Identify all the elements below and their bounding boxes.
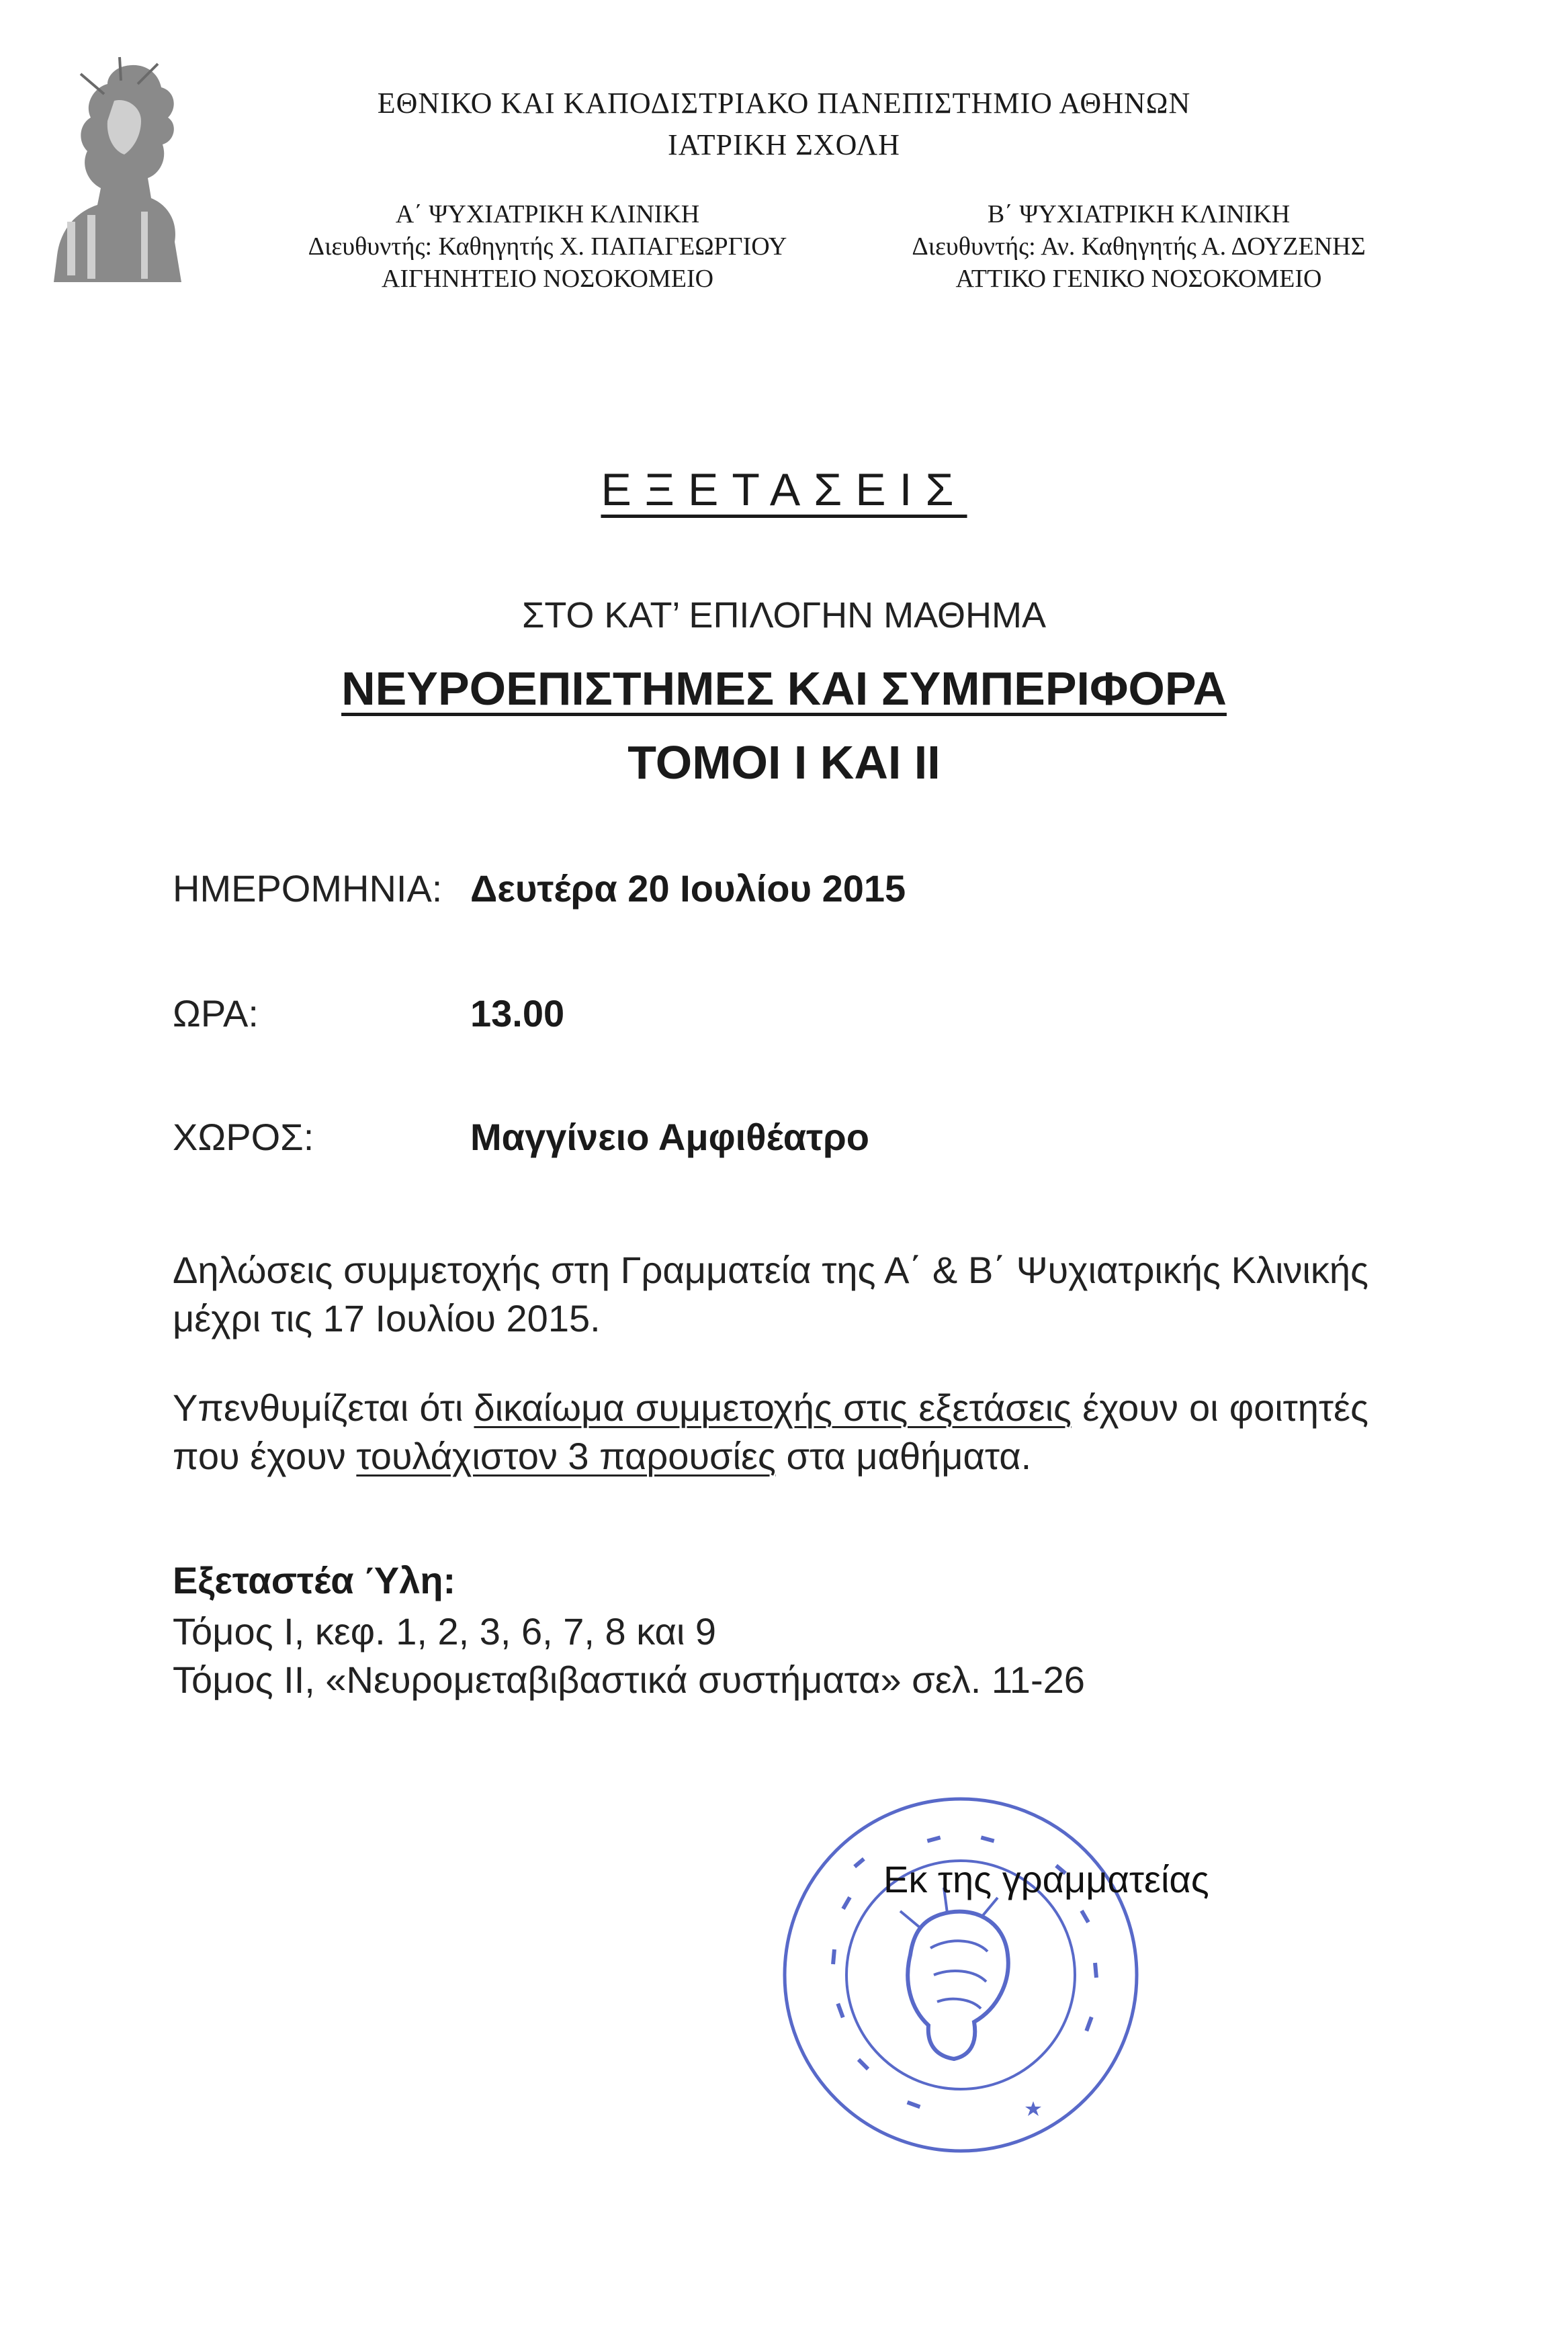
clinic-a-director: Διευθυντής: Καθηγητής Χ. ΠΑΠΑΓΕΩΡΓΙΟΥ xyxy=(308,232,787,261)
document-title-text: ΕΞΕΤΑΣΕΙΣ xyxy=(601,464,967,515)
signature-line: Εκ της γραμματείας xyxy=(883,1858,1209,1900)
document-title xyxy=(0,464,1568,516)
clinic-b-hospital: ΑΤΤΙΚΟ ΓΕΝΙΚΟ ΝΟΣΟΚΟΜΕΙΟ xyxy=(955,265,1322,293)
school-name: ΙΑΤΡΙΚΗ ΣΧΟΛΗ xyxy=(668,128,900,161)
reminder-text-3: στα μαθήματα. xyxy=(775,1435,1032,1477)
syllabus-heading: Εξεταστέα Ύλη: xyxy=(173,1559,456,1601)
syllabus-item-1: Τόμος Ι, κεφ. 1, 2, 3, 6, 7, 8 και 9 xyxy=(173,1610,717,1653)
university-name: ΕΘΝΙΚΟ ΚΑΙ ΚΑΠΟΔΙΣΤΡΙΑΚΟ ΠΑΝΕΠΙΣΤΗΜΙΟ ΑΘΗΝΩΝ xyxy=(377,87,1191,120)
place-label: ΧΩΡΟΣ: xyxy=(173,1116,314,1158)
course-name xyxy=(0,662,1568,715)
clinic-b-director: Διευθυντής: Αν. Καθηγητής Α. ΔΟΥΖΕΝΗΣ xyxy=(912,232,1366,261)
clinic-b-block xyxy=(836,198,1441,295)
date-label: ΗΜΕΡΟΜΗΝΙΑ: xyxy=(173,867,443,910)
syllabus-item-2: Τόμος ΙΙ, «Νευρομεταβιβαστικά συστήματα» σελ. 11-26 xyxy=(173,1659,1085,1701)
course-volumes: ΤΟΜΟΙ Ι ΚΑΙ ΙΙ xyxy=(627,736,941,789)
reminder-note xyxy=(173,1384,1368,1481)
document-subtitle: ΣΤΟ ΚΑΤ’ ΕΠΙΛΟΓΗΝ ΜΑΘΗΜΑ xyxy=(522,595,1046,635)
reminder-underlined-2: τουλάχιστον 3 παρουσίες xyxy=(356,1435,776,1477)
reminder-text-1: Υπενθυμίζεται ότι xyxy=(173,1386,474,1429)
time-label: ΩΡΑ: xyxy=(173,992,259,1034)
registration-note: Δηλώσεις συμμετοχής στη Γραμματεία της Α΄ & Β΄ Ψυχιατρικής Κλινικής μέχρι τις 17 Ιουλίου 2015. xyxy=(173,1249,1368,1339)
clinic-a-hospital: ΑΙΓΗΝΗΤΕΙΟ ΝΟΣΟΚΟΜΕΙΟ xyxy=(381,265,714,293)
clinic-b-name: Β΄ ΨΥΧΙΑΤΡΙΚΗ ΚΛΙΝΙΚΗ xyxy=(987,200,1291,228)
reminder-text-2: έχουν οι φοιτητές που έχουν xyxy=(173,1386,1369,1477)
date-value: Δευτέρα 20 Ιουλίου 2015 xyxy=(470,867,906,910)
reminder-underlined-1: δικαίωμα συμμετοχής στις εξετάσεις xyxy=(474,1386,1072,1429)
clinic-a-name: Α΄ ΨΥΧΙΑΤΡΙΚΗ ΚΛΙΝΙΚΗ xyxy=(395,200,700,228)
place-value: Μαγγίνειο Αμφιθέατρο xyxy=(470,1116,870,1158)
clinic-a-block xyxy=(245,198,850,295)
official-stamp xyxy=(773,1787,1149,2163)
time-value: 13.00 xyxy=(470,992,565,1034)
course-name-text: ΝΕΥΡΟΕΠΙΣΤΗΜΕΣ ΚΑΙ ΣΥΜΠΕΡΙΦΟΡΑ xyxy=(341,662,1227,715)
